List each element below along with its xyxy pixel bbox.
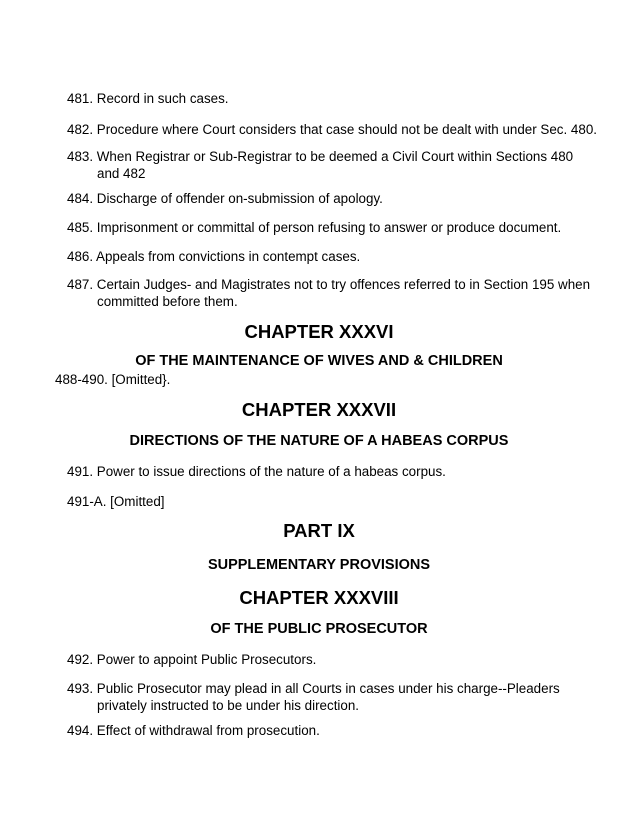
chapter-37-subtitle: DIRECTIONS OF THE NATURE OF A HABEAS CORPUS: [129, 433, 509, 449]
section-485: 485. Imprisonment or committal of person refusing to answer or produce document.: [67, 220, 562, 235]
section-488-490: 488-490. [Omitted}.: [55, 372, 171, 387]
chapter-36-title: CHAPTER XXXVI: [244, 321, 394, 342]
section-486: 486. Appeals from convictions in contempt cases.: [67, 249, 361, 264]
part-9-title: PART IX: [283, 520, 355, 541]
section-487: 487. Certain Judges- and Magistrates not to try offences referred to in Section 195 when committed before them.: [67, 277, 591, 309]
section-491: 491. Power to issue directions of the nature of a habeas corpus.: [67, 464, 446, 479]
section-481: 481. Record in such cases.: [67, 91, 229, 106]
section-494: 494. Effect of withdrawal from prosecution.: [67, 723, 320, 738]
section-491-a: 491-A. [Omitted]: [67, 494, 165, 509]
section-493: 493. Public Prosecutor may plead in all Courts in cases under his charge--Pleaders privately instructed to be under his direction.: [67, 681, 560, 713]
chapter-37-title: CHAPTER XXXVII: [241, 399, 397, 420]
section-492: 492. Power to appoint Public Prosecutors.: [67, 652, 317, 667]
section-483: 483. When Registrar or Sub-Registrar to be deemed a Civil Court within Sections 480 and 482: [67, 149, 574, 181]
chapter-38-subtitle: OF THE PUBLIC PROSECUTOR: [210, 621, 428, 637]
section-484: 484. Discharge of offender on-submission of apology.: [67, 191, 383, 206]
chapter-36-subtitle: OF THE MAINTENANCE OF WIVES AND & CHILDREN: [135, 353, 503, 369]
section-482: 482. Procedure where Court considers that case should not be dealt with under Sec. 480.: [67, 122, 597, 137]
part-9-subtitle: SUPPLEMENTARY PROVISIONS: [207, 557, 431, 573]
chapter-38-title: CHAPTER XXXVIII: [239, 587, 399, 608]
